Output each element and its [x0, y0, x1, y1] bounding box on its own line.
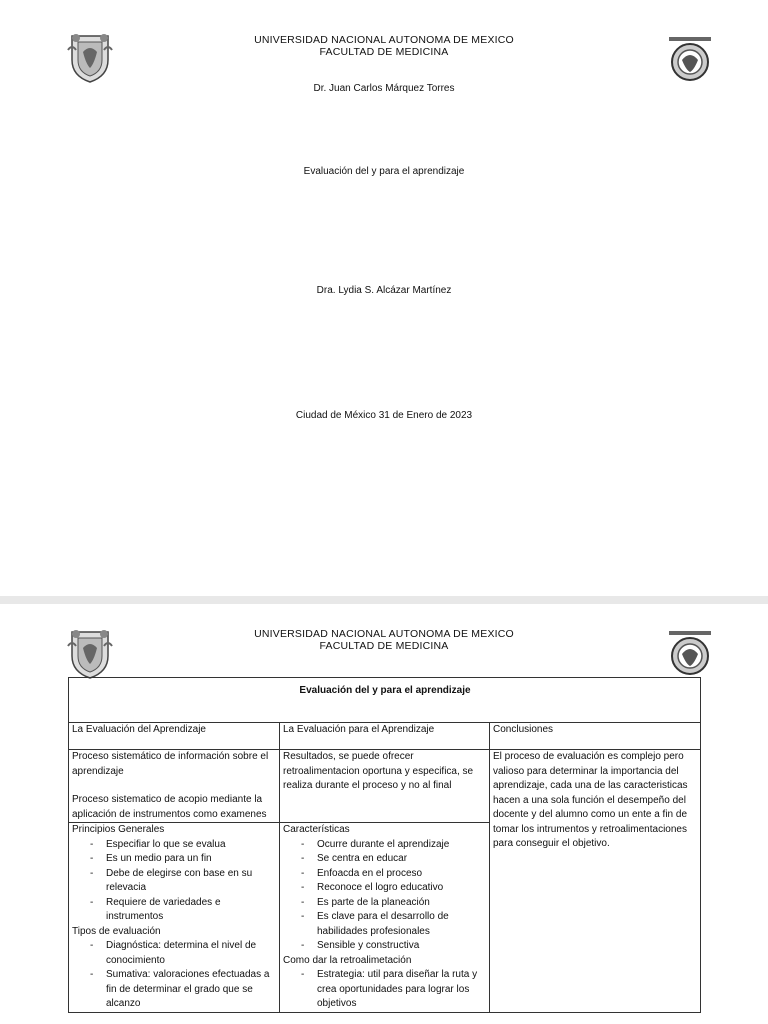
- retro-label: Como dar la retroalimetación: [283, 954, 412, 966]
- cell-principios-tipos: [69, 823, 280, 1013]
- university-name: UNIVERSIDAD NACIONAL AUTONOMA DE MEXICO: [254, 34, 514, 46]
- definition-para: Resultados, se puede ofrecer retroalimentacion oportuna y especifica, se realiza durante el proceso y no al final: [283, 751, 474, 791]
- faculty-name: FACULTAD DE MEDICINA: [319, 46, 449, 58]
- list-item: - Sumativa: valoraciones efectuadas a fin de determinar el grado que se alcanzo: [106, 968, 277, 1012]
- university-name: UNIVERSIDAD NACIONAL AUTONOMA DE MEXICO: [254, 628, 514, 640]
- page-2: [0, 604, 768, 1024]
- student-name: Dr. Juan Carlos Márquez Torres: [313, 83, 455, 94]
- principios-label: Principios Generales: [72, 824, 165, 835]
- list-item: - Ocurre durante el aprendizaje: [317, 838, 487, 853]
- cell-conclusiones: [490, 750, 701, 1013]
- list-item: - Requiere de variedades e instrumentos: [106, 896, 277, 925]
- faculty-name: FACULTAD DE MEDICINA: [319, 640, 449, 652]
- conclusion-text: El proceso de evaluación es complejo pero valioso para determinar la importancia del aprendizaje, cada una de las caracteristicas hacen a una sola función el desempeño del docente y del alumno como un ente a fin de tomar los intrumentos y retroalimentaciones para conseguir el objetivo.: [493, 751, 688, 849]
- list-item: - Es parte de la planeación: [317, 896, 487, 911]
- caracteristicas-list: [283, 838, 487, 954]
- list-item: - Es clave para el desarrollo de habilidades profesionales: [317, 910, 487, 939]
- list-item: - Diagnóstica: determina el nivel de conocimiento: [106, 939, 277, 968]
- retro-list: [283, 968, 487, 1012]
- tipos-list: [72, 939, 277, 1012]
- cell-definicion-del: [69, 750, 280, 823]
- caracteristicas-label: Características: [283, 824, 350, 835]
- column-header-evaluacion-del: La Evaluación del Aprendizaje: [69, 723, 280, 750]
- definition-1: Proceso sistemático de información sobre el aprendizaje: [72, 751, 269, 777]
- list-item: - Reconoce el logro educativo: [317, 881, 487, 896]
- place-date: Ciudad de México 31 de Enero de 2023: [295, 410, 473, 421]
- cell-definicion-para: [280, 750, 490, 823]
- list-item: - Sensible y constructiva: [317, 939, 487, 954]
- column-header-conclusiones: Conclusiones: [490, 723, 701, 750]
- teacher-name: Dra. Lydia S. Alcázar Martínez: [316, 285, 452, 296]
- column-header-evaluacion-para: La Evaluación para el Aprendizaje: [280, 723, 490, 750]
- list-item: - Es un medio para un fin: [106, 852, 277, 867]
- principios-list: [72, 838, 277, 925]
- document-title: Evaluación del y para el aprendizaje: [303, 166, 465, 177]
- list-item: - Enfoacda en el proceso: [317, 867, 487, 882]
- list-item: - Especifiar lo que se evalua: [106, 838, 277, 853]
- evaluation-table: [68, 677, 701, 1013]
- list-item: - Debe de elegirse con base en su relevacia: [106, 867, 277, 896]
- definition-2: Proceso sistematico de acopio mediante la aplicación de instrumentos como examenes: [72, 794, 267, 820]
- list-item: - Se centra en educar: [317, 852, 487, 867]
- tipos-label: Tipos de evaluación: [72, 925, 161, 937]
- cell-caracteristicas: [280, 823, 490, 1013]
- list-item: - Estrategia: util para diseñar la ruta y crea oportunidades para lograr los objetivos: [317, 968, 487, 1012]
- table-title: Evaluación del y para el aprendizaje: [69, 678, 701, 723]
- page-header: [0, 34, 768, 58]
- page-header: [0, 628, 768, 652]
